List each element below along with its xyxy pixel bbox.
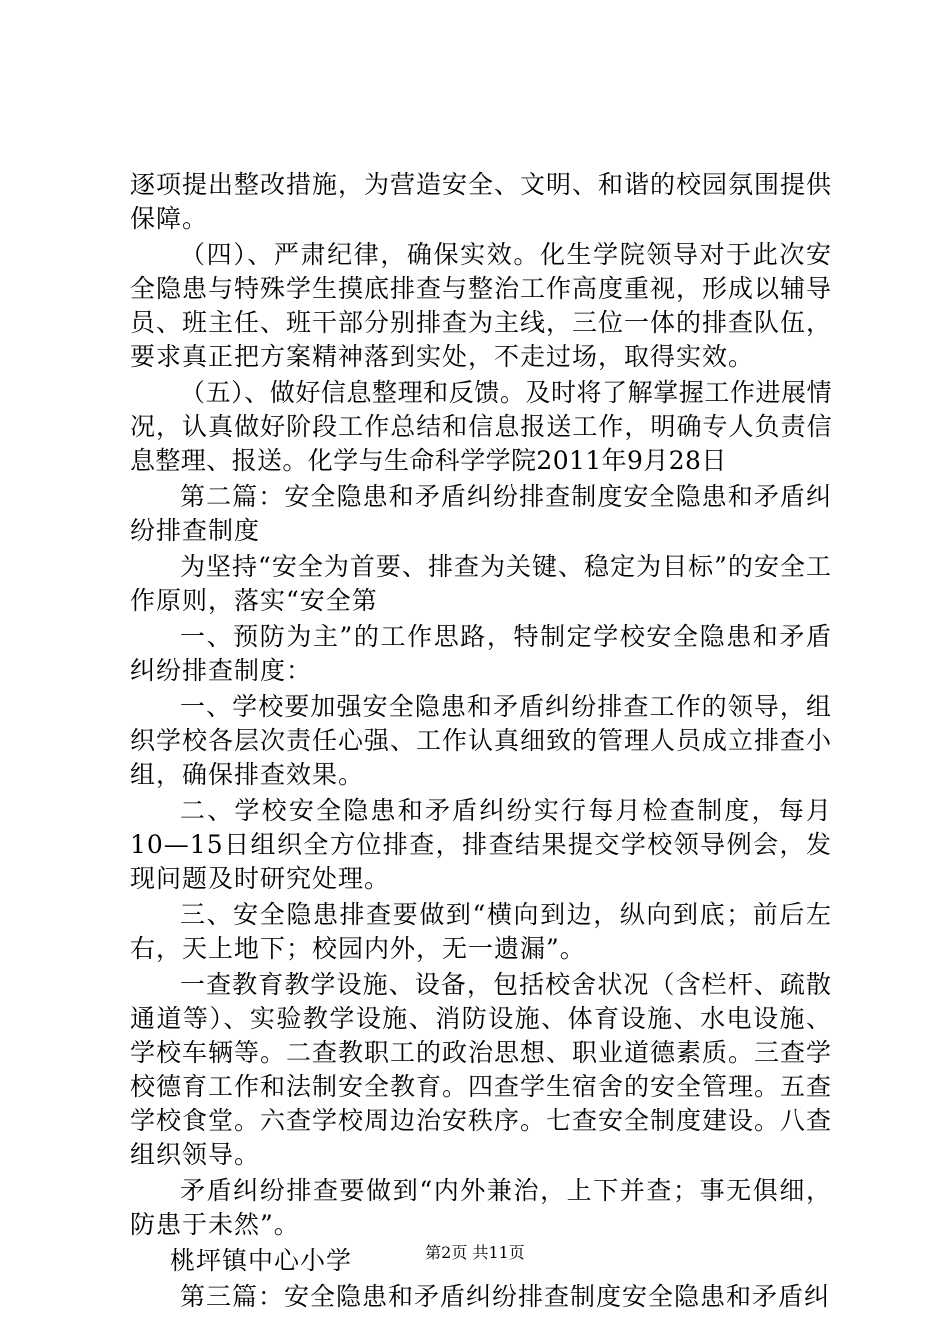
paragraph-principle: 为坚持“安全为首要、排查为关键、稳定为目标”的安全工作原则，落实“安全第 <box>130 552 832 615</box>
paragraph-section-four: （四）、严肃纪律，确保实效。化生学院领导对于此次安全隐患与特殊学生摸底排查与整治工作高度重视，形成以辅导员、班主任、班干部分别排查为主线，三位一体的排查队伍，要求真正把方案精神落到实处，不走过场，取得实效。 <box>130 240 833 371</box>
page-number-footer: 第2页 共11页 <box>425 1243 525 1262</box>
signature-school: 桃坪镇中心小学 <box>170 1246 353 1275</box>
paragraph-rule-one: 一、学校要加强安全隐患和矛盾纠纷排查工作的领导，组织学校各层次责任心强、工作认真细致的管理人员成立排查小组，确保排查效果。 <box>130 692 833 789</box>
paragraph-rule-three: 三、安全隐患排查要做到“横向到边，纵向到底；前后左右，天上地下；校园内外，无一遗漏”。 <box>130 900 832 963</box>
paragraph-rule-two: 二、学校安全隐患和矛盾纠纷实行每月检查制度，每月10—15日组织全方位排查，排查结果提交学校领导例会，发现问题及时研究处理。 <box>130 796 832 893</box>
heading-part-two: 第二篇：安全隐患和矛盾纠纷排查制度安全隐患和矛盾纠纷排查制度 <box>130 482 832 545</box>
heading-part-three: 第三篇：安全隐患和矛盾纠纷排查制度安全隐患和矛盾纠 <box>180 1282 831 1311</box>
paragraph-section-five: （五）、做好信息整理和反馈。及时将了解掌握工作进展情况，认真做好阶段工作总结和信息报送工作，明确专人负责信息整理、报送。化学与生命科学学院2011年9月28日 <box>130 378 832 475</box>
document-body <box>130 168 832 1316</box>
paragraph-inspection-items: 一查教育教学设施、设备，包括校舍状况（含栏杆、疏散通道等）、实验教学设施、消防设施、体育设施、水电设施、学校车辆等。二查教职工的政治思想、职业道德素质。三查学校德育工作和法制安全教育。四查学生宿舍的安全管理。五查学校食堂。六查学校周边治安秩序。七查安全制度建设。八查组织领导。 <box>130 970 833 1169</box>
paragraph-dispute-check: 矛盾纠纷排查要做到“内外兼治，上下并查；事无俱细，防患于未然”。 <box>130 1176 832 1239</box>
paragraph-approach: 一、预防为主”的工作思路，特制定学校安全隐患和矛盾纠纷排查制度： <box>130 622 832 685</box>
paragraph-continuation: 逐项提出整改措施，为营造安全、文明、和谐的校园氛围提供保障。 <box>130 170 833 233</box>
